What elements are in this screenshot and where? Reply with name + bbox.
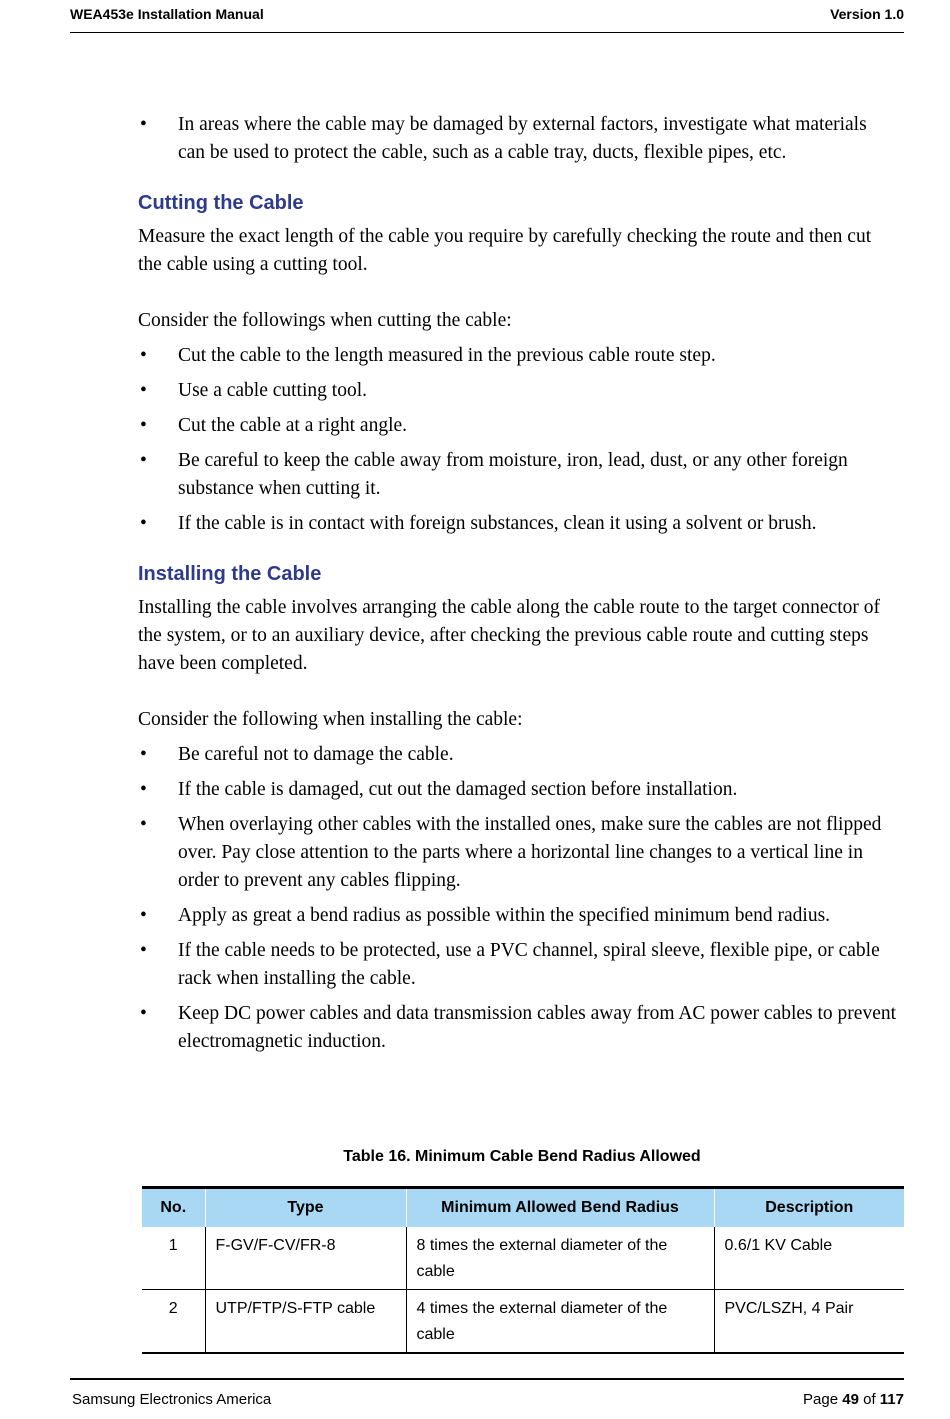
table-cell: PVC/LSZH, 4 Pair [714, 1290, 904, 1354]
list-item: • If the cable is damaged, cut out the damaged section before installation. [138, 776, 898, 804]
table-cell: 8 times the external diameter of the cable [406, 1227, 714, 1290]
installing-list [138, 741, 898, 1056]
table-cell: UTP/FTP/S-FTP cable [205, 1290, 406, 1354]
table-header-row [142, 1188, 904, 1228]
list-item: • Cut the cable at a right angle. [138, 412, 898, 440]
page-header [70, 4, 904, 33]
bullet-icon: • [140, 940, 147, 961]
list-item: • When overlaying other cables with the installed ones, make sure the cables are not flipped over. Pay close attention to the parts where a horizontal line changes to a vertical line in order to prevent any cables flipping. [138, 811, 898, 895]
cutting-lead: Consider the followings when cutting the cable: [138, 310, 512, 331]
table-caption: Table 16. Minimum Cable Bend Radius Allowed [343, 1148, 701, 1165]
bullet-icon: • [140, 450, 147, 471]
list-item: • Apply as great a bend radius as possible within the specified minimum bend radius. [138, 902, 898, 930]
intro-list [138, 111, 898, 167]
list-item: • If the cable needs to be protected, use a PVC channel, spiral sleeve, flexible pipe, or cable rack when installing the cable. [138, 937, 898, 993]
table-cell: 2 [142, 1290, 205, 1354]
table-row [142, 1227, 904, 1290]
column-header: No. [142, 1188, 205, 1228]
header-title: WEA453e Installation Manual [70, 6, 264, 22]
bullet-icon: • [140, 744, 147, 765]
section-heading-cutting: Cutting the Cable [138, 192, 304, 214]
column-header: Description [714, 1188, 904, 1228]
bullet-icon: • [140, 1003, 147, 1024]
table-cell: 0.6/1 KV Cable [714, 1227, 904, 1290]
column-header: Type [205, 1188, 406, 1228]
list-item: • If the cable is in contact with foreign substances, clean it using a solvent or brush. [138, 510, 898, 538]
header-version: Version 1.0 [830, 6, 904, 22]
column-header: Minimum Allowed Bend Radius [406, 1188, 714, 1228]
table-cell: 4 times the external diameter of the cable [406, 1290, 714, 1354]
bullet-icon: • [140, 114, 147, 135]
bend-radius-table [142, 1186, 904, 1354]
page-footer [70, 1378, 904, 1408]
cutting-list [138, 342, 898, 538]
bullet-icon: • [140, 513, 147, 534]
list-item: • Be careful to keep the cable away from moisture, iron, lead, dust, or any other foreign substance when cutting it. [138, 447, 898, 503]
section-heading-installing: Installing the Cable [138, 563, 322, 585]
table-cell: 1 [142, 1227, 205, 1290]
list-item: • In areas where the cable may be damaged by external factors, investigate what materials can be used to protect the cable, such as a cable tray, ducts, flexible pipes, etc. [138, 111, 898, 167]
installing-paragraph: Installing the cable involves arranging the cable along the cable route to the target connector of the system, or to an auxiliary device, after checking the previous cable route and cutting steps have been completed. [138, 597, 880, 674]
installing-lead: Consider the following when installing the cable: [138, 709, 523, 730]
list-item: • Cut the cable to the length measured in the previous cable route step. [138, 342, 898, 370]
bullet-icon: • [140, 415, 147, 436]
list-item: • Be careful not to damage the cable. [138, 741, 898, 769]
cutting-paragraph: Measure the exact length of the cable you require by carefully checking the route and then cut the cable using a cutting tool. [138, 226, 872, 275]
page-number: Page 49 of 117 [803, 1391, 904, 1408]
bullet-icon: • [140, 814, 147, 835]
page-content [138, 111, 898, 1063]
bullet-icon: • [140, 345, 147, 366]
bullet-icon: • [140, 779, 147, 800]
list-item: • Keep DC power cables and data transmission cables away from AC power cables to prevent electromagnetic induction. [138, 1000, 898, 1056]
list-item: • Use a cable cutting tool. [138, 377, 898, 405]
table-cell: F-GV/F-CV/FR-8 [205, 1227, 406, 1290]
bullet-icon: • [140, 905, 147, 926]
table-row [142, 1290, 904, 1354]
bullet-icon: • [140, 380, 147, 401]
footer-company: Samsung Electronics America [72, 1391, 272, 1408]
